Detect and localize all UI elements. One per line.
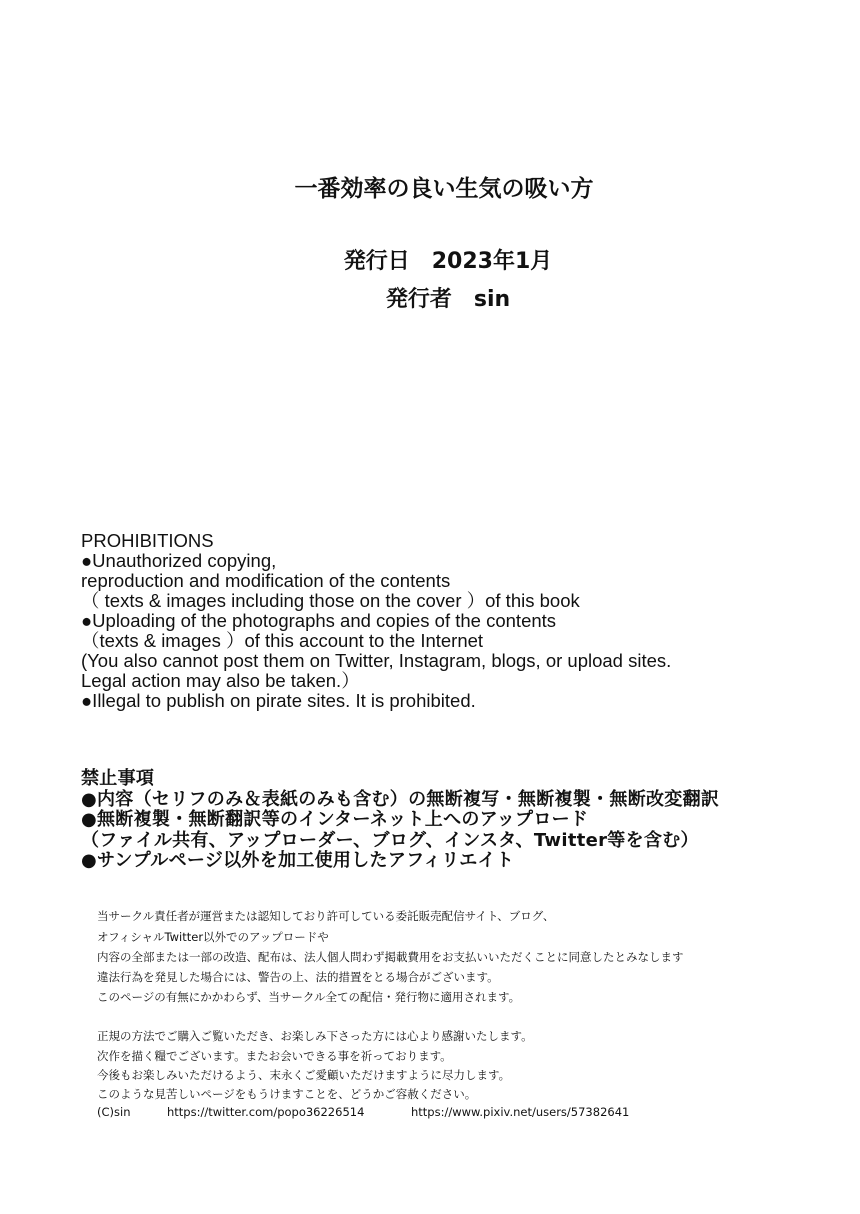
note-line: 今後もお楽しみいただけるよう、末永くご愛顧いただけますように尽力します。: [97, 1068, 511, 1082]
prohibition-line: ●Illegal to publish on pirate sites. It is prohibited.: [81, 690, 476, 711]
prohibition-line: reproduction and modification of the contents: [81, 570, 451, 591]
prohibition-line-jp: （ファイル共有、アップローダー、ブログ、インスタ、Twitter等を含む）: [81, 830, 699, 851]
book-title: 一番効率の良い生気の吸い方: [294, 176, 594, 202]
prohibition-line-jp: ●無断複製・無断翻訳等のインターネット上へのアップロード: [81, 809, 589, 830]
note-line: このページの有無にかかわらず、当サークル全ての配信・発行物に適用されます。: [97, 990, 521, 1004]
twitter-link[interactable]: https://twitter.com/popo36226514: [167, 1105, 365, 1119]
prohibition-line: (You also cannot post them on Twitter, Instagram, blogs, or upload sites.: [81, 650, 672, 671]
note-line: 次作を描く糧でございます。またお会いできる事を祈っております。: [97, 1049, 452, 1063]
note-line: このような見苦しいページをもうけますことを、どうかご容赦ください。: [97, 1087, 477, 1101]
prohibition-line: ●Uploading of the photographs and copies of the contents: [81, 610, 557, 631]
prohibition-line-jp: ●サンプルページ以外を加工使用したアフィリエイト: [81, 850, 515, 871]
prohibition-line: ●Unauthorized copying,: [81, 550, 277, 571]
prohibition-line: （texts & images ）of this account to the Internet: [81, 630, 484, 651]
prohibition-line-jp: ●内容（セリフのみ＆表紙のみも含む）の無断複写・無断複製・無断改変翻訳: [81, 789, 720, 810]
note-line: 正規の方法でご購入ご覧いただき、お楽しみ下さった方には心より感謝いたします。: [97, 1029, 533, 1043]
note-line: 内容の全部または一部の改造、配布は、法人個人問わず掲載費用をお支払いいただくことに同意したとみなします: [97, 950, 684, 964]
note-line: 当サークル責任者が運営または認知しており許可している委託販売配信サイト、ブログ、: [97, 909, 555, 923]
prohibitions-heading-jp: 禁止事項: [81, 768, 155, 789]
prohibition-line: Legal action may also be taken.）: [81, 670, 360, 691]
publisher: 発行者 sin: [385, 287, 511, 312]
note-line: 違法行為を発見した場合には、警告の上、法的措置をとる場合がございます。: [97, 970, 499, 984]
copyright: (C)sin: [97, 1105, 131, 1119]
prohibition-line: （ texts & images including those on the cover ）of this book: [81, 590, 580, 611]
pixiv-link[interactable]: https://www.pixiv.net/users/57382641: [411, 1105, 630, 1119]
note-line: オフィシャルTwitter以外でのアップロードや: [97, 930, 329, 944]
prohibitions-heading: PROHIBITIONS: [81, 530, 214, 551]
publish-date: 発行日 2023年1月: [343, 249, 553, 274]
